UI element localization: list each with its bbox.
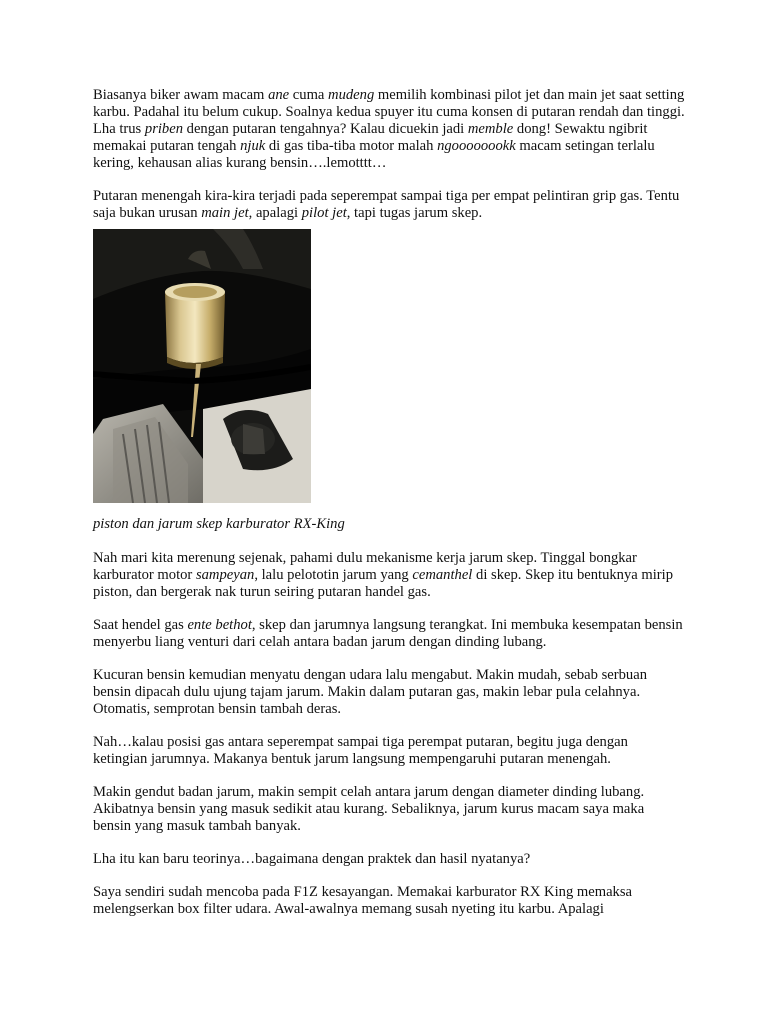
paragraph-1 xyxy=(93,87,685,172)
document-body xyxy=(93,87,685,934)
italic-text: priben xyxy=(144,121,183,137)
text: Saat hendel gas xyxy=(93,617,188,633)
italic-text: memble xyxy=(467,121,514,137)
paragraph-2 xyxy=(93,188,685,222)
italic-text: njuk xyxy=(240,138,266,154)
paragraph-6: Nah…kalau posisi gas antara seperempat sampai tiga perempat putaran, begitu juga dengan ketingian jarumnya. Makanya bentuk jarum langsung mempengaruhi putaran menengah. xyxy=(93,734,628,767)
text: cuma xyxy=(289,87,329,103)
paragraph-5: Kucuran bensin kemudian menyatu dengan udara lalu mengabut. Makin mudah, sebab serbuan bensin dipacah dulu ujung tajam jarum. Makin dalam putaran gas, makin lebar pula celahnya. Otomatis, semprotan bensin tambah deras. xyxy=(93,667,647,717)
paragraph-8: Lha itu kan baru teorinya…bagaimana dengan praktek dan hasil nyatanya? xyxy=(93,851,531,867)
italic-text: ane xyxy=(268,87,290,103)
photo-caption: piston dan jarum skep karburator RX-King xyxy=(93,516,345,532)
italic-text: cemanthel xyxy=(412,567,473,583)
text: macam setingan terlalu kering, kehausan alias kurang bensin….lemotttt… xyxy=(93,138,655,171)
italic-text: main jet xyxy=(201,205,249,221)
text: Biasanya biker awam macam xyxy=(93,87,269,103)
text: Nah mari kita merenung sejenak, pahami dulu mekanisme kerja jarum skep. Tinggal bongkar karburator motor xyxy=(93,550,637,583)
paragraph-3 xyxy=(93,550,685,601)
italic-text: mudeng xyxy=(328,87,375,103)
italic-text: ngoooooookk xyxy=(437,138,516,154)
text: di skep. Skep itu bentuknya mirip piston, dan bergerak nak turun seiring putaran handel gas. xyxy=(93,567,674,600)
carburetor-photo xyxy=(93,229,311,503)
text: memilih kombinasi pilot jet dan main jet saat setting karbu. Padahal itu belum cukup. Soalnya kedua spuyer itu cuma konsen di putaran rendah dan tinggi. Lha trus xyxy=(93,87,685,137)
text: , apalagi xyxy=(248,205,302,221)
paragraph-9: Saya sendiri sudah mencoba pada F1Z kesayangan. Memakai karburator RX King memaksa melengserkan box filter udara. Awal-awalnya memang susah nyeting itu karbu. Apalagi xyxy=(93,884,632,917)
italic-text: ente bethot xyxy=(187,617,252,633)
text: , lalu pelototin jarum yang xyxy=(254,567,413,583)
italic-text: sampeyan xyxy=(195,567,255,583)
text: , skep dan jarumnya langsung terangkat. Ini membuka kesempatan bensin menyerbu liang venturi dari celah antara badan jarum dengan dinding lubang. xyxy=(93,617,683,650)
paragraph-4 xyxy=(93,617,685,651)
text: dong! Sewaktu ngibrit memakai putaran tengah xyxy=(93,121,648,154)
paragraph-7: Makin gendut badan jarum, makin sempit celah antara jarum dengan diameter dinding lubang. Akibatnya bensin yang masuk sedikit atau kurang. Sebaliknya, jarum kurus macam saya maka bensin yang masuk tambah banyak. xyxy=(93,784,645,834)
text: Putaran menengah kira-kira terjadi pada seperempat sampai tiga per empat pelintiran grip gas. Tentu saja bukan urusan xyxy=(93,188,680,221)
italic-text: pilot jet xyxy=(301,205,347,221)
text: , tapi tugas jarum skep. xyxy=(346,205,483,221)
text: dengan putaran tengahnya? Kalau dicuekin jadi xyxy=(183,121,468,137)
text: di gas tiba-tiba motor malah xyxy=(265,138,438,154)
